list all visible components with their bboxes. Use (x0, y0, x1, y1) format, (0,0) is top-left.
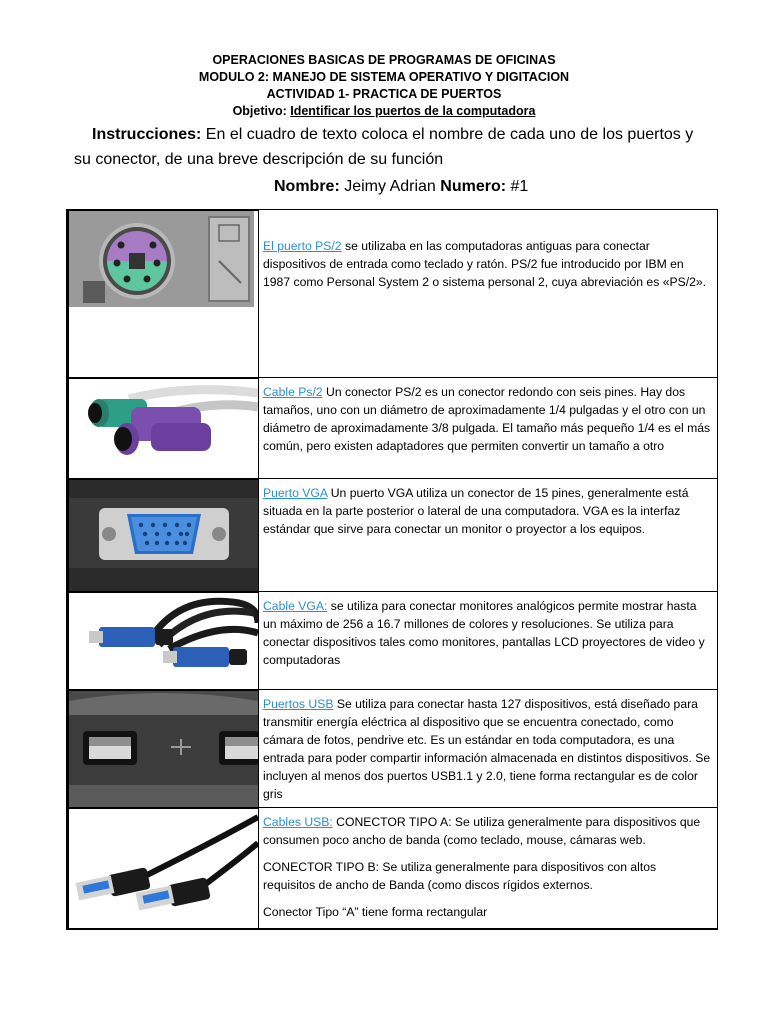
vga-cable-image (66, 591, 258, 689)
objective-label: Objetivo: (232, 104, 291, 118)
header-line-3: ACTIVIDAD 1- PRACTICA DE PUERTOS (266, 87, 502, 101)
table-row (66, 689, 718, 807)
usb-port-description (258, 689, 718, 807)
ports-table (66, 209, 718, 930)
instructions (74, 122, 714, 172)
ps2-cable-text: Un conector PS/2 es un conector redondo con seis pines. Hay dos tamaños, uno con un diámetro de aproximadamente 1/4 pulgadas y el otro con un diámetro de aproximadamente 3/8 pulgada. El tamaño más pequeño 1/4 es el más común, pero existen adaptadores que permiten convertir un tamaño a otro (263, 385, 711, 453)
vga-cable-text: se utiliza para conectar monitores analógicos permite mostrar hasta un máximo de 256 a 16.7 millones de colores y resoluciones. Se utiliza para conectar dispositivos tales como monitores, pantallas LCD proyectores de video y computadoras (263, 599, 705, 667)
vga-port-description (258, 478, 718, 591)
ps2-port-title[interactable]: El puerto PS/2 (263, 239, 342, 253)
usb-port-title[interactable]: Puertos USB (263, 697, 334, 711)
table-row (66, 807, 718, 930)
student-name-line (274, 178, 528, 196)
document-header (0, 52, 768, 120)
usb-cable-text: CONECTOR TIPO A: Se utiliza generalmente para dispositivos que consumen poco ancho de banda (como teclado, mouse, cámaras web. (263, 815, 701, 847)
usb-connector-shape-text: Conector Tipo “A” tiene forma rectangular (263, 905, 488, 919)
instructions-label: Instrucciones: (92, 126, 202, 143)
table-row (66, 591, 718, 689)
vga-port-title[interactable]: Puerto VGA (263, 486, 328, 500)
vga-port-image (66, 478, 258, 591)
table-bottom-border (66, 928, 718, 930)
usb-connector-b-text: CONECTOR TIPO B: Se utiliza generalmente para dispositivos con altos requisitos de ancho de Banda (como discos rígidos externos. (263, 860, 657, 892)
ps2-cable-title[interactable]: Cable Ps/2 (263, 385, 323, 399)
number-value: #1 (506, 178, 529, 195)
objective-text: Identificar los puertos de la computadora (290, 104, 536, 118)
usb-port-text: Se utiliza para conectar hasta 127 dispositivos, está diseñado para transmitir energía eléctrica al dispositivo que se encuentra conectado, como cámara de fotos, pendrive etc. Es un estándar en toda computadora, es una entrada para poder compartir información almacenada en distintos dispositivos. Se incluyen al menos dos puertos USB1.1 y 2.0, tiene forma rectangular es de color gris (263, 697, 711, 801)
header-line-1: OPERACIONES BASICAS DE PROGRAMAS DE OFICINAS (212, 53, 556, 67)
usb-cable-description (258, 807, 718, 930)
name-value: Jeimy Adrian (339, 178, 441, 195)
ps2-cable-image (66, 377, 258, 478)
ps2-port-image (66, 209, 258, 377)
vga-cable-description (258, 591, 718, 689)
objective-line (0, 103, 768, 120)
table-row (66, 377, 718, 478)
usb-cable-title[interactable]: Cables USB: (263, 815, 333, 829)
header-line-2: MODULO 2: MANEJO DE SISTEMA OPERATIVO Y DIGITACION (198, 70, 570, 84)
ps2-port-text: se utilizaba en las computadoras antiguas para conectar dispositivos de entrada como teclado y ratón. PS/2 fue introducido por IBM en 1987 como Personal System 2 o sistema personal 2, cuya abreviación es «PS/2». (263, 239, 707, 289)
usb-port-image (66, 689, 258, 807)
table-row (66, 209, 718, 377)
vga-cable-title[interactable]: Cable VGA: (263, 599, 328, 613)
vga-port-text: Un puerto VGA utiliza un conector de 15 pines, generalmente está situada en la parte posterior o lateral de una computadora. VGA es la interfaz estándar que sirve para conectar un monitor o proyector a los equipos. (263, 486, 689, 536)
number-label: Numero: (440, 178, 507, 195)
ps2-cable-description (258, 377, 718, 478)
ps2-port-description (258, 209, 718, 377)
usb-cable-image (66, 807, 258, 930)
instructions-text: En el cuadro de texto coloca el nombre de cada uno de los puertos y su conector, de una breve descripción de su función (74, 126, 694, 168)
table-row (66, 478, 718, 591)
name-label: Nombre: (274, 178, 340, 195)
